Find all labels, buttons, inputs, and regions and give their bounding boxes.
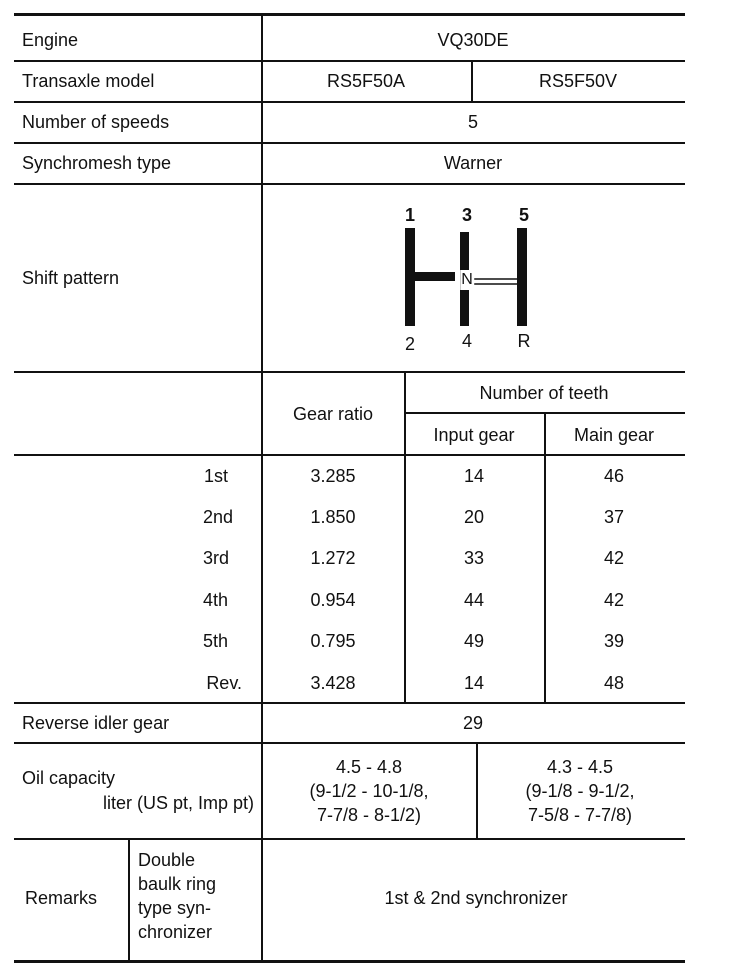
input-teeth: 33 <box>463 548 485 568</box>
gate-1-2-bar <box>405 228 415 326</box>
number-of-teeth-header: Number of teeth <box>479 383 609 403</box>
row-divider <box>14 60 685 62</box>
gear-name: 5th <box>202 631 228 651</box>
remarks-sub-label: Double baulk ring type syn- chronizer <box>138 850 217 942</box>
gear-ratio-header: Gear ratio <box>292 404 374 424</box>
gear-name: Rev. <box>206 673 242 693</box>
teeth-divider <box>544 412 546 702</box>
input-teeth: 49 <box>463 631 485 651</box>
gear-ratio-divider <box>404 371 406 702</box>
shift-neutral: N <box>461 271 473 288</box>
main-teeth: 37 <box>603 507 625 527</box>
main-teeth: 46 <box>603 466 625 486</box>
main-teeth: 42 <box>603 590 625 610</box>
gate-5-r-bar <box>517 228 527 326</box>
gear-ratio: 0.795 <box>310 631 356 651</box>
input-teeth: 20 <box>463 507 485 527</box>
input-teeth: 14 <box>463 673 485 693</box>
row-divider <box>14 183 685 185</box>
oil-divider <box>476 742 478 838</box>
oil-capacity-rs5f50a: 4.5 - 4.8 (9-1/2 - 10-1/8, 7-7/8 - 8-1/2) <box>309 757 429 825</box>
synchromesh-label: Synchromesh type <box>22 153 172 173</box>
reverse-idler-value: 29 <box>462 713 484 733</box>
shift-gear-2: 2 <box>404 334 416 354</box>
row-divider <box>14 702 685 704</box>
main-gear-header: Main gear <box>573 425 655 445</box>
remarks-divider <box>128 838 130 961</box>
engine-value: VQ30DE <box>437 30 509 50</box>
speeds-label: Number of speeds <box>22 112 170 132</box>
reverse-idler-label: Reverse idler gear <box>22 713 170 733</box>
input-teeth: 14 <box>463 466 485 486</box>
gear-name: 2nd <box>202 507 233 527</box>
synchromesh-value: Warner <box>443 153 503 173</box>
shift-gear-r: R <box>517 331 531 351</box>
shift-gear-4: 4 <box>461 331 473 351</box>
gear-name: 4th <box>202 590 228 610</box>
shift-gear-3: 3 <box>461 205 473 225</box>
main-teeth: 39 <box>603 631 625 651</box>
gear-ratio: 1.272 <box>310 548 356 568</box>
shift-gear-1: 1 <box>404 205 416 225</box>
gear-ratio: 1.850 <box>310 507 356 527</box>
gear-name: 1st <box>203 466 228 486</box>
main-teeth: 48 <box>603 673 625 693</box>
table-top-border <box>14 13 685 16</box>
gear-ratio: 3.285 <box>310 466 356 486</box>
row-divider <box>14 742 685 744</box>
shift-pattern-diagram <box>395 200 555 360</box>
gear-ratio: 3.428 <box>310 673 356 693</box>
table-bottom-border <box>14 960 685 963</box>
row-divider <box>14 371 685 373</box>
transaxle-model-b: RS5F50V <box>538 71 618 91</box>
shift-gear-5: 5 <box>518 205 530 225</box>
main-column-divider <box>261 14 263 962</box>
speeds-value: 5 <box>467 112 479 132</box>
gear-ratio: 0.954 <box>310 590 356 610</box>
transaxle-model-a: RS5F50A <box>326 71 406 91</box>
transaxle-divider <box>471 60 473 101</box>
oil-capacity-label: Oil capacity <box>22 768 116 788</box>
remarks-value: 1st & 2nd synchronizer <box>384 888 568 908</box>
gear-name: 3rd <box>202 548 229 568</box>
input-teeth: 44 <box>463 590 485 610</box>
row-divider <box>14 454 685 456</box>
gate-crossbar <box>415 272 455 281</box>
oil-capacity-rs5f50v: 4.3 - 4.5 (9-1/8 - 9-1/2, 7-5/8 - 7-7/8) <box>525 757 635 825</box>
engine-label: Engine <box>22 30 79 50</box>
row-divider <box>14 142 685 144</box>
row-divider <box>14 838 685 840</box>
main-teeth: 42 <box>603 548 625 568</box>
input-gear-header: Input gear <box>433 425 515 445</box>
shift-pattern-label: Shift pattern <box>22 268 120 288</box>
row-divider <box>14 101 685 103</box>
oil-capacity-unit: liter (US pt, Imp pt) <box>102 793 254 813</box>
transaxle-label: Transaxle model <box>22 71 155 91</box>
remarks-label: Remarks <box>25 888 98 908</box>
